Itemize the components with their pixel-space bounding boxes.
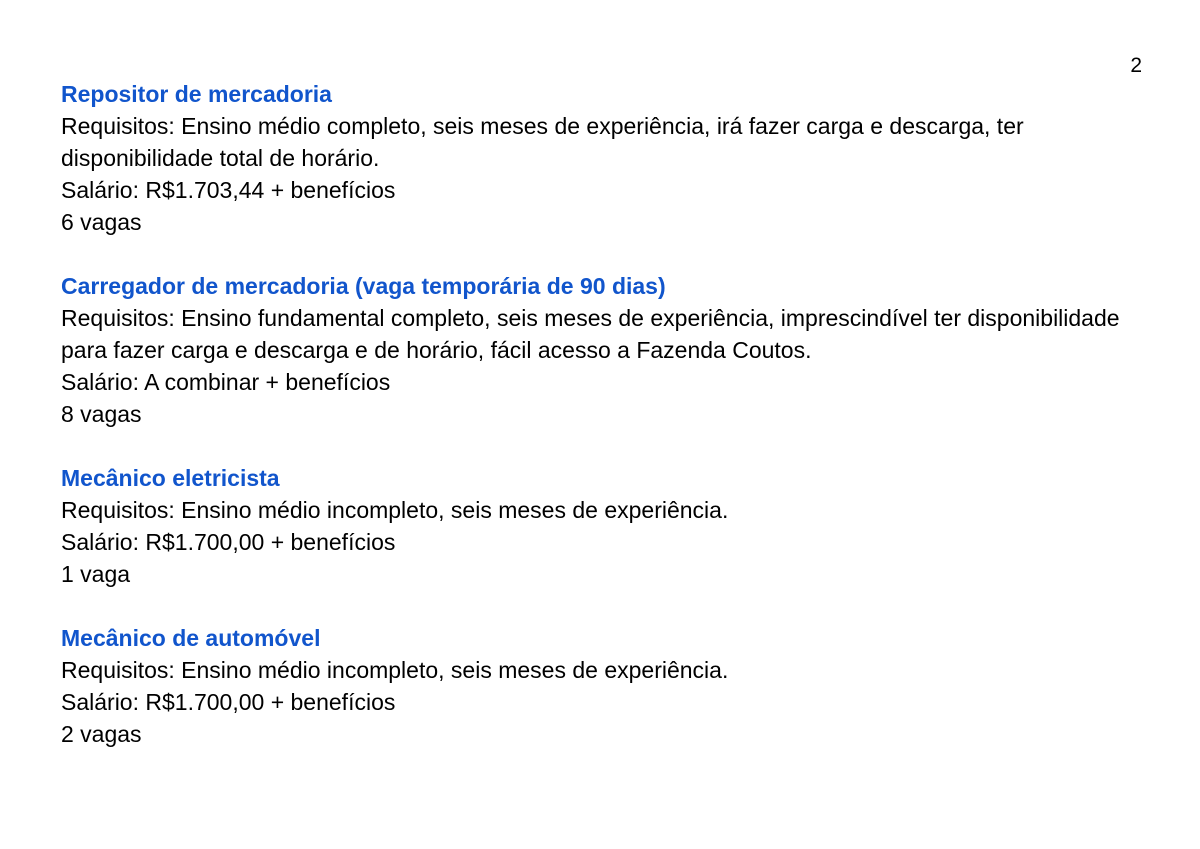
- job-requirements: Requisitos: Ensino médio incompleto, seis meses de experiência.: [61, 497, 729, 523]
- job-listing: [61, 78, 1141, 238]
- page-number: 2: [1130, 54, 1142, 77]
- job-listing: [61, 270, 1141, 430]
- job-salary: Salário: A combinar + benefícios: [61, 369, 391, 395]
- job-title: Mecânico de automóvel: [61, 625, 321, 651]
- job-title: Repositor de mercadoria: [61, 81, 332, 107]
- job-listing: [61, 622, 1141, 750]
- job-openings: 8 vagas: [61, 401, 142, 427]
- job-salary: Salário: R$1.700,00 + benefícios: [61, 689, 396, 715]
- job-salary: Salário: R$1.703,44 + benefícios: [61, 177, 396, 203]
- job-title: Mecânico eletricista: [61, 465, 280, 491]
- job-requirements: Requisitos: Ensino fundamental completo, seis meses de experiência, imprescindível ter disponibilidade para fazer carga e descarga e de horário, fácil acesso a Fazenda Coutos.: [61, 305, 1120, 363]
- job-requirements: Requisitos: Ensino médio incompleto, seis meses de experiência.: [61, 657, 729, 683]
- job-openings: 6 vagas: [61, 209, 142, 235]
- job-openings: 1 vaga: [61, 561, 131, 587]
- job-openings: 2 vagas: [61, 721, 142, 747]
- job-title: Carregador de mercadoria (vaga temporária de 90 dias): [61, 273, 666, 299]
- job-requirements: Requisitos: Ensino médio completo, seis meses de experiência, irá fazer carga e descarga, ter disponibilidade total de horário.: [61, 113, 1024, 171]
- job-listing: [61, 462, 1141, 590]
- job-listings: [61, 78, 1141, 782]
- job-salary: Salário: R$1.700,00 + benefícios: [61, 529, 396, 555]
